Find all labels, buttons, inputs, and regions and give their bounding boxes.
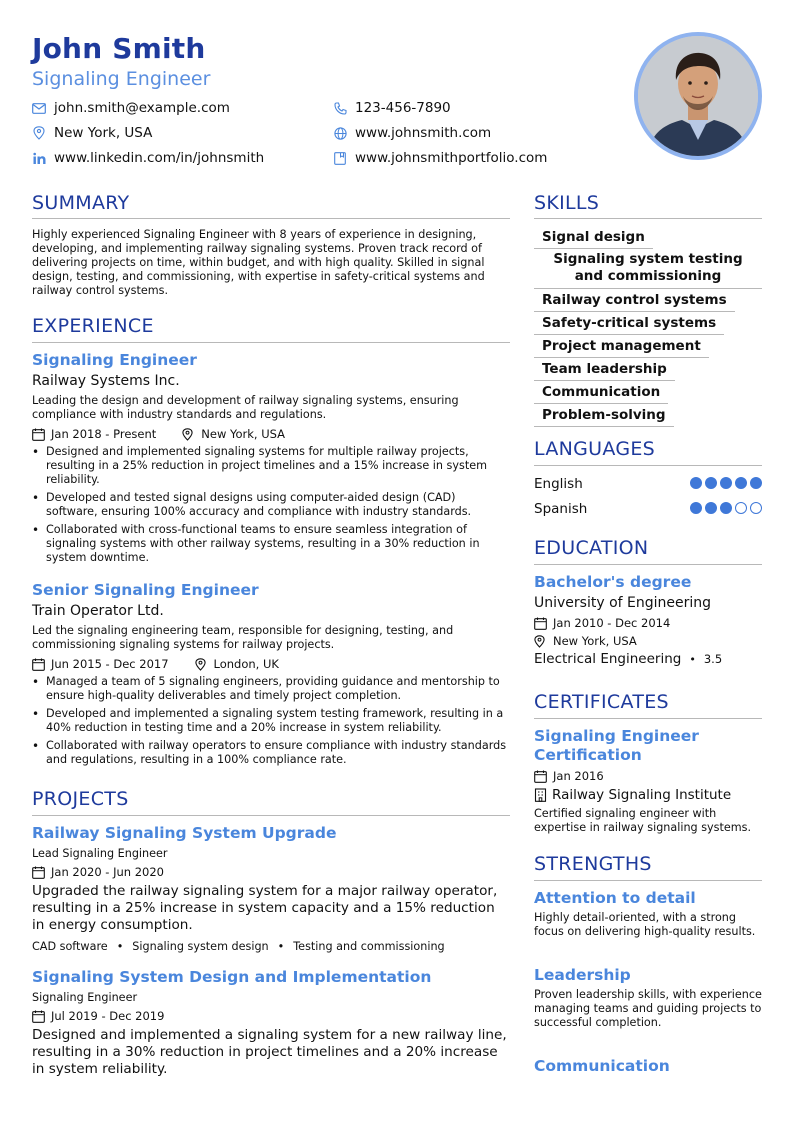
- level-dot-filled: [720, 477, 732, 489]
- experience-item: [32, 351, 510, 569]
- institution-building-icon: [534, 788, 547, 802]
- company-name: Railway Systems Inc.: [32, 373, 180, 389]
- certificates-heading: CERTIFICATES: [534, 691, 669, 713]
- skills-divider: [534, 218, 762, 219]
- summary-text: Highly experienced Signaling Engineer with 8 years of experience in designing, developing, and implementing railway signaling systems. Proven track record of delivering projects on time, within budget, and with high quality. Skilled in signal design, testing, and commissioning, with expertise in safety-critical systems and railway control systems.: [32, 228, 485, 297]
- contact-phone[interactable]: [333, 100, 451, 116]
- projects-heading: PROJECTS: [32, 788, 129, 810]
- language-name: English: [534, 475, 583, 492]
- strength-title: Communication: [534, 1057, 670, 1075]
- strength-description: Proven leadership skills, with experience managing teams and guiding projects to successful completion.: [534, 988, 762, 1029]
- project-description: Designed and implemented a signaling system for a new railway line, resulting in a 30% reduction in project timelines and a 20% increase in system reliability.: [32, 1027, 507, 1077]
- degree-title: Bachelor's degree: [534, 573, 692, 591]
- profile-photo: [634, 32, 762, 160]
- education-heading: EDUCATION: [534, 537, 649, 559]
- strength-title: Leadership: [534, 966, 631, 984]
- location-pin-icon: [195, 658, 208, 671]
- project-role: Lead Signaling Engineer: [32, 847, 168, 860]
- job-meta: [32, 427, 510, 441]
- project-tag: CAD software: [32, 940, 108, 953]
- contact-email[interactable]: [32, 100, 230, 116]
- email-text: john.smith@example.com: [54, 100, 230, 116]
- job-description: Leading the design and development of railway signaling systems, ensuring compliance with industry standards and regulations.: [32, 394, 459, 421]
- project-item: [32, 968, 510, 1078]
- job-bullet: • Developed and implemented a signaling system testing framework, resulting in a 40% reduction in testing time and a 20% increase in system reliability.: [32, 707, 510, 735]
- job-bullet: • Managed a team of 5 signaling engineers, providing guidance and mentorship to ensure high-quality deliverables and timely project completion.: [32, 675, 510, 703]
- linkedin-text: www.linkedin.com/in/johnsmith: [54, 150, 265, 166]
- skill-tag: Problem-solving: [534, 405, 674, 427]
- contact-portfolio[interactable]: [333, 150, 547, 166]
- location-text: New York, USA: [54, 125, 153, 141]
- job-dates: Jan 2018 - Present: [51, 427, 157, 441]
- project-title: Signaling System Design and Implementation: [32, 968, 432, 986]
- contact-linkedin[interactable]: [32, 150, 264, 166]
- candidate-name: John Smith: [32, 32, 206, 65]
- skill-tag: Safety-critical systems: [534, 313, 724, 335]
- project-dates: Jan 2020 - Jun 2020: [51, 865, 165, 879]
- location-pin-icon: [32, 126, 46, 140]
- strength-item: [534, 1057, 762, 1075]
- skill-tag: Project management: [534, 336, 709, 358]
- strength-title: Attention to detail: [534, 889, 696, 907]
- project-role: Signaling Engineer: [32, 991, 138, 1004]
- location-pin-icon: [182, 428, 195, 441]
- gpa-value: 3.5: [703, 652, 723, 666]
- job-bullet: • Collaborated with railway operators to ensure compliance with industry standards and regulations, resulting in a 100% compliance rate.: [32, 739, 510, 767]
- level-dot-filled: [735, 477, 747, 489]
- level-dot-filled: [705, 477, 717, 489]
- certificate-title: Signaling Engineer Certification: [534, 727, 699, 764]
- project-tag: Testing and commissioning: [293, 940, 445, 953]
- job-bullets: [32, 675, 510, 767]
- job-title: Signaling Engineer: [32, 351, 197, 369]
- tag-separator: •: [116, 940, 124, 953]
- language-level-dots: [687, 474, 762, 493]
- level-dot-empty: [750, 502, 762, 514]
- language-row: [534, 474, 762, 493]
- calendar-icon: [32, 658, 45, 671]
- experience-item: [32, 581, 510, 771]
- language-name: Spanish: [534, 500, 588, 517]
- contact-website[interactable]: [333, 125, 491, 141]
- language-row: [534, 499, 762, 518]
- field-separator: •: [689, 652, 696, 666]
- certificate-date: Jan 2016: [553, 769, 604, 783]
- summary-divider: [32, 218, 510, 219]
- project-meta: [32, 865, 510, 879]
- calendar-icon: [534, 617, 547, 630]
- education-location-row: [534, 634, 762, 648]
- job-bullet: • Developed and tested signal designs using computer-aided design (CAD) software, ensuring 100% accuracy and compliance with industry standards.: [32, 491, 510, 519]
- job-dates: Jun 2015 - Dec 2017: [51, 657, 169, 671]
- calendar-icon: [32, 428, 45, 441]
- level-dot-filled: [690, 477, 702, 489]
- job-title: Senior Signaling Engineer: [32, 581, 259, 599]
- experience-heading: EXPERIENCE: [32, 315, 154, 337]
- project-description: Upgraded the railway signaling system for a major railway operator, resulting in a 25% increase in system capacity and a 15% reduction in energy consumption.: [32, 883, 498, 933]
- language-level-dots: [687, 499, 762, 518]
- calendar-icon: [534, 770, 547, 783]
- phone-text: 123-456-7890: [355, 100, 451, 116]
- job-location: London, UK: [213, 657, 279, 671]
- summary-heading: SUMMARY: [32, 192, 130, 214]
- skill-tag: Communication: [534, 382, 668, 404]
- phone-icon: [333, 101, 347, 115]
- certificates-divider: [534, 718, 762, 719]
- job-location: New York, USA: [201, 427, 286, 441]
- education-dates-row: [534, 616, 762, 630]
- job-bullet: • Collaborated with cross-functional teams to ensure seamless integration of signaling systems with other railway systems, resulting in a 30% reduction in system downtime.: [32, 523, 510, 565]
- certificate-date-row: [534, 769, 762, 783]
- linkedin-icon: [32, 151, 46, 165]
- strengths-heading: STRENGTHS: [534, 853, 652, 875]
- location-pin-icon: [534, 635, 547, 648]
- globe-icon: [333, 126, 347, 140]
- level-dot-filled: [705, 502, 717, 514]
- certificate-description: Certified signaling engineer with expertise in railway signaling systems.: [534, 807, 752, 834]
- portfolio-icon: [333, 151, 347, 165]
- languages-heading: LANGUAGES: [534, 438, 656, 460]
- education-dates: Jan 2010 - Dec 2014: [553, 616, 671, 630]
- projects-divider: [32, 815, 510, 816]
- level-dot-empty: [735, 502, 747, 514]
- mail-icon: [32, 101, 46, 115]
- skill-tag: Signal design: [534, 227, 653, 249]
- job-description: Led the signaling engineering team, responsible for designing, testing, and commissioning signaling systems for railway projects.: [32, 624, 454, 651]
- field-of-study: Electrical Engineering: [534, 651, 682, 667]
- certificate-item: [534, 727, 762, 835]
- education-field-row: [534, 651, 762, 667]
- project-meta: [32, 1009, 510, 1023]
- project-tags: [32, 940, 510, 953]
- tag-separator: •: [277, 940, 285, 953]
- job-bullet: • Designed and implemented signaling systems for multiple railway projects, resulting in a 25% reduction in project timelines and a 15% increase in system reliability.: [32, 445, 510, 487]
- job-meta: [32, 657, 510, 671]
- experience-divider: [32, 342, 510, 343]
- website-text: www.johnsmith.com: [355, 125, 492, 141]
- skill-tag: Team leadership: [534, 359, 675, 381]
- contact-location: [32, 125, 152, 141]
- education-location: New York, USA: [553, 634, 637, 648]
- calendar-icon: [32, 866, 45, 879]
- certificate-issuer: Railway Signaling Institute: [552, 787, 732, 803]
- project-item: [32, 824, 510, 953]
- project-title: Railway Signaling System Upgrade: [32, 824, 337, 842]
- calendar-icon: [32, 1010, 45, 1023]
- level-dot-filled: [690, 502, 702, 514]
- project-dates: Jul 2019 - Dec 2019: [51, 1009, 165, 1023]
- portfolio-text: www.johnsmithportfolio.com: [355, 150, 548, 166]
- strengths-divider: [534, 880, 762, 881]
- company-name: Train Operator Ltd.: [32, 603, 164, 619]
- strength-item: [534, 889, 762, 939]
- level-dot-filled: [750, 477, 762, 489]
- job-bullets: [32, 445, 510, 565]
- project-tag: Signaling system design: [132, 940, 269, 953]
- certificate-issuer-row: [534, 787, 762, 803]
- skills-list: [534, 226, 762, 427]
- education-divider: [534, 564, 762, 565]
- education-item: [534, 573, 762, 667]
- strength-item: [534, 966, 762, 1030]
- level-dot-filled: [720, 502, 732, 514]
- candidate-title: Signaling Engineer: [32, 68, 211, 90]
- skill-tag: Railway control systems: [534, 290, 735, 312]
- strength-description: Highly detail-oriented, with a strong focus on delivering high-quality results.: [534, 911, 756, 938]
- school-name: University of Engineering: [534, 595, 712, 611]
- skill-tag: Signaling system testing and commissioning: [534, 249, 762, 289]
- skills-heading: SKILLS: [534, 192, 600, 214]
- languages-divider: [534, 465, 762, 466]
